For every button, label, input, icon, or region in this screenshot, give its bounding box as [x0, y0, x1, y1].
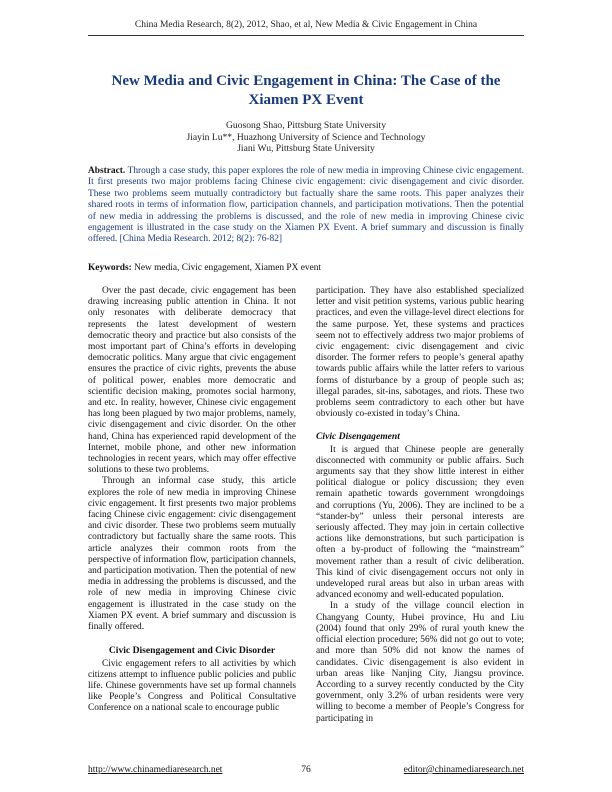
keywords — [88, 263, 524, 274]
keywords-text: New media, Civic engagement, Xiamen PX event — [131, 263, 322, 273]
section-heading: Civic Disengagement and Civic Disorder — [108, 645, 276, 657]
body-paragraph: Over the past decade, civic engagement has been drawing increasing public attention in China. It not only resonates with deliberate democracy that represents the latest development of western democratic theory and practice but also consists of the most important part of China’s efforts in developing democratic politics. Many argue that civic engagement ensures the practice of civic rights, prevents the abuse of political power, enables more democratic and scientific decision making, promotes social harmony, and etc. In reality, however, Chinese civic engagement has long been plagued by two major problems, namely, civic disengagement and civic disorder. On the other hand, China has experienced rapid development of the Internet, mobile phone, and other new information technologies in recent years, which may offer effective solutions to these two problems. — [88, 286, 296, 476]
abstract-label: Abstract. — [88, 166, 126, 176]
subsection-heading: Civic Disengagement — [316, 431, 400, 443]
body-paragraph: Through an informal case study, this article explores the role of new media in improving Chinese civic engagement. It first presents two major problems facing Chinese civic engagement: civic disengagement and civic disorder. These two problems seem mutually contradictory but factually share the same roots. This article analyzes their common roots from the perspective of information flow, participation channels, and participation motivation. Then the potential of new media in addressing the problems is discussed, and the role of new media in improving Chinese civic engagement is illustrated in the case study on the Xiamen PX event. A brief summary and discussion is finally offered. — [88, 476, 296, 633]
author-3: Jiani Wu, Pittsburg State University — [237, 143, 375, 155]
author-2: Jiayin Lu**, Huazhong University of Science and Technology — [186, 131, 426, 143]
body-paragraph: It is argued that Chinese people are generally disconnected with community or public affairs. Such arguments say that they show little interest in either political dialogue or policy discussion; they even remain apathetic towards government wrongdoings and corruptions (Yu, 2006). They are inclined to be a “stander-by” unless their personal interests are seriously affected. They may join in certain collective actions like demonstrations, but such participation is often a by-product of following the “mainstream” movement rather than a result of civic deliberation. This kind of civic disengagement occurs not only in undeveloped rural areas but also in urban areas with advanced economy and well-educated population. — [316, 444, 524, 601]
abstract — [88, 166, 524, 246]
author-list — [88, 120, 524, 155]
right-column — [316, 286, 524, 725]
keywords-label: Keywords: — [88, 263, 132, 273]
journal-url-link[interactable]: http://www.chinamediaresearch.net — [88, 765, 223, 775]
body-paragraph: In a study of the village council election in Changyang County, Hubei province, Hu and Liu (2004) found that only 29% of rural youth knew the official election procedure; 56% did not go out to vote; and more than 50% did not know the names of candidates. Civic disengagement is also evident in urban areas like Nanjing City, Jiangsu province. According to a survey recently conducted by the City government, only 3.2% of urban residents were very willing to become a member of People’s Congress for participating in — [316, 601, 524, 724]
title-line-1: New Media and Civic Engagement in China: The Case of the — [111, 73, 501, 89]
title-line-2: Xiamen PX Event — [248, 92, 364, 108]
page-number: 76 — [301, 765, 311, 775]
author-1: Guosong Shao, Pittsburg State University — [226, 120, 386, 131]
body-paragraph: participation. They have also established specialized letter and visit petition systems, various public hearing practices, and even the village-level direct elections for the same purpose. Yet, these systems and practices seem not to effectively address two major problems of civic engagement: civic disengagement and civic disorder. The former refers to people’s general apathy towards public affairs while the latter refers to various forms of disturbance by a group of people such as; illegal parades, sit-ins, sabotages, and riots. These two problems seem contradictory to each other but have obviously co-existed in today’s China. — [316, 286, 524, 420]
body-paragraph: Civic engagement refers to all activities by which citizens attempt to influence public policies and public life. Chinese governments have set up formal channels like People’s Congress and Political Consultative Conference on a national scale to encourage public — [88, 658, 296, 714]
left-column — [88, 286, 296, 715]
abstract-text: Through a case study, this paper explores the role of new media in improving Chinese civic engagement. It first presents two major problems facing Chinese civic engagement: civic disengagement and civic disorder. These two problems seem mutually contradictory but factually share the same roots. This paper analyzes their shared roots in terms of information flow, participation channels, and participation motivations. Then the potential of new media in addressing the problems is discussed, and the role of new media in improving Chinese civic engagement is illustrated in the case study on the Xiamen PX Event. A brief summary and discussion is finally offered. [China Media Research. 2012; 8(2): 76-82] — [88, 166, 524, 245]
running-header: China Media Research, 8(2), 2012, Shao, et al, New Media & Civic Engagement in China — [134, 20, 478, 30]
paper-title — [88, 72, 524, 110]
editor-email-link[interactable]: editor@chinamediaresearch.net — [403, 765, 524, 775]
header-rule — [88, 35, 524, 36]
